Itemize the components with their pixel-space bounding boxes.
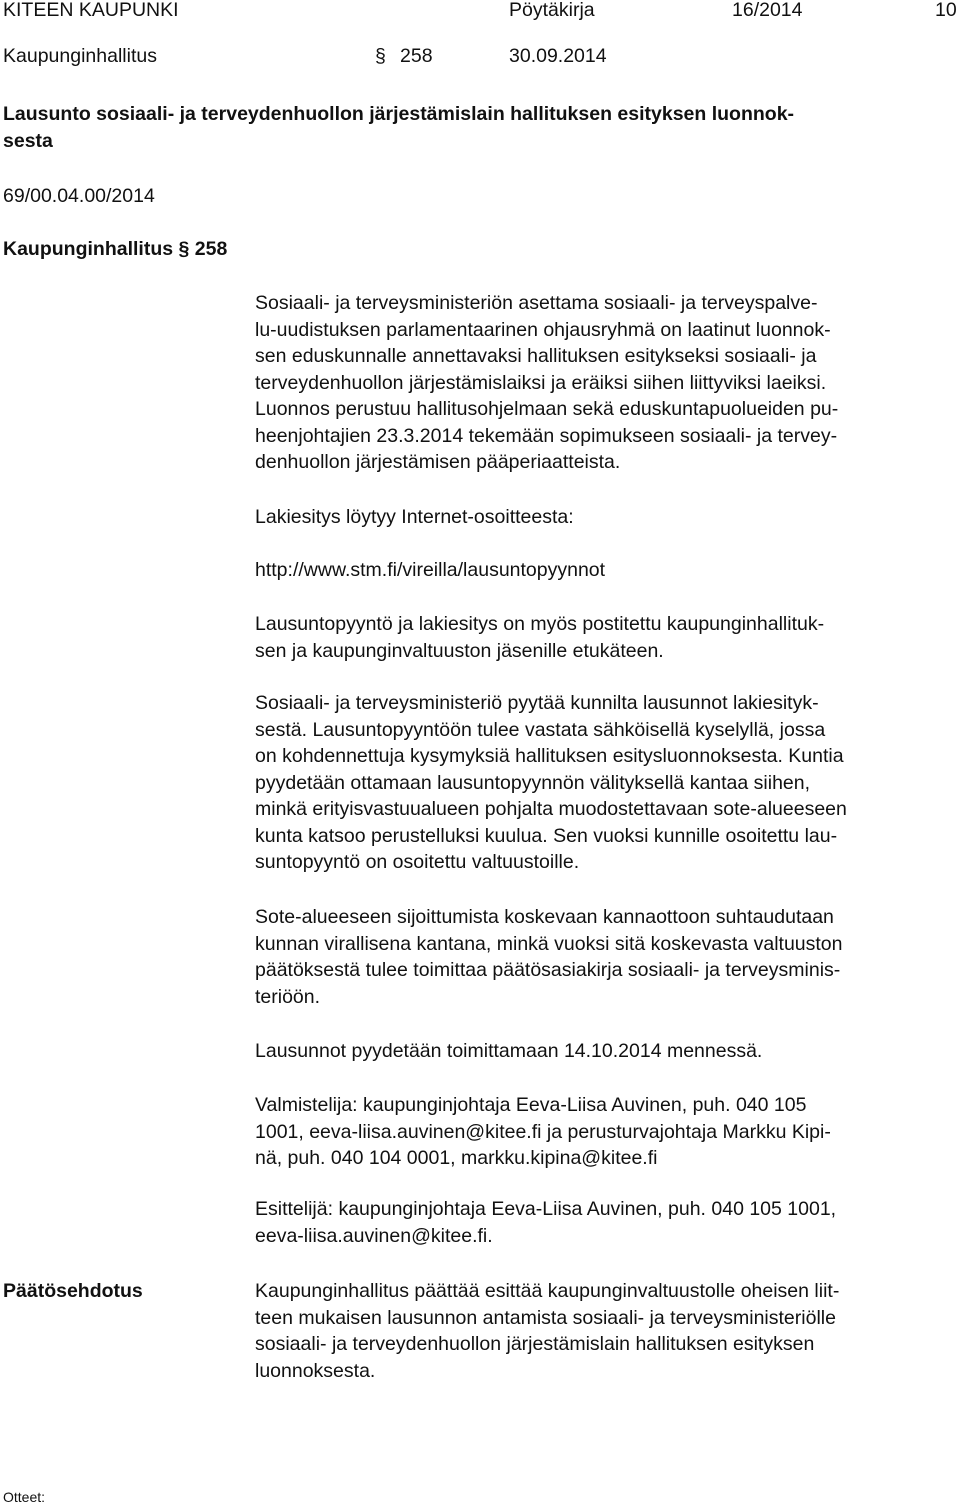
- text-line: Lausunnot pyydetään toimittamaan 14.10.2014 mennessä.: [255, 1040, 763, 1062]
- page-number: 10: [935, 0, 957, 21]
- org-name: KITEEN KAUPUNKI: [3, 0, 179, 21]
- paragraph-sote-area: [255, 904, 960, 1010]
- text-line: Sosiaali- ja terveysministeriö pyytää kunnilta lausunnot lakiesityk-: [255, 692, 819, 714]
- text-line: Lakiesitys löytyy Internet-osoitteesta:: [255, 506, 574, 528]
- text-line: minkä erityisvastuualueen pohjalta muodostettavaan sote-alueeseen: [255, 798, 847, 820]
- text-line: teen mukaisen lausunnon antamista sosiaali- ja terveysministeriölle: [255, 1306, 836, 1329]
- text-line: sosiaali- ja terveydenhuollon järjestämislain hallituksen esityksen: [255, 1333, 815, 1355]
- text-line: sestä. Lausuntopyyntöön tulee vastata sähköisellä kyselyllä, jossa: [255, 718, 826, 741]
- text-line[interactable]: http://www.stm.fi/vireilla/lausuntopyynnot: [255, 559, 606, 581]
- text-line: terveydenhuollon järjestämislaiksi ja eräiksi siihen liittyviksi laeiksi.: [255, 371, 827, 394]
- law-url-link[interactable]: [255, 557, 960, 584]
- proposal-label: Päätösehdotus: [3, 1280, 143, 1302]
- otteet-label: Otteet:: [3, 1489, 46, 1505]
- text-line: lu-uudistuksen parlamentaarinen ohjausryhmä on laatinut luonnok-: [255, 318, 831, 341]
- text-line: Lausuntopyyntö ja lakiesitys on myös postitettu kaupunginhallituk-: [255, 613, 825, 635]
- text-line: pyydetään ottamaan lausuntopyynnön välityksellä kantaa siihen,: [255, 771, 811, 794]
- paragraph-request: [255, 690, 960, 876]
- text-line: heenjohtajien 23.3.2014 tekemään sopimukseen sosiaali- ja tervey-: [255, 424, 838, 447]
- text-line: suntopyyntö on osoitettu valtuustoille.: [255, 851, 580, 873]
- text-line: denhuollon järjestämisen pääperiaatteista.: [255, 451, 621, 473]
- text-line: kunnan virallisena kantana, minkä vuoksi sitä koskevasta valtuuston: [255, 932, 843, 955]
- text-line: Sote-alueeseen sijoittumista koskevaan kannaottoon suhtaudutaan: [255, 906, 834, 928]
- text-line: kunta katsoo perustelluksi kuulua. Sen vuoksi kunnille osoitettu lau-: [255, 824, 838, 847]
- paragraph-mailing: [255, 611, 960, 664]
- text-line: Esittelijä: kaupunginjohtaja Eeva-Liisa Auvinen, puh. 040 105 1001,: [255, 1198, 837, 1220]
- text-line: Kaupunginhallitus päättää esittää kaupunginvaltuustolle oheisen liit-: [255, 1280, 840, 1302]
- text-line: nä, puh. 040 104 0001, markku.kipina@kitee.fi: [255, 1147, 658, 1169]
- record-id: 69/00.04.00/2014: [3, 185, 155, 207]
- text-line: 1001, eeva-liisa.auvinen@kitee.fi ja perusturvajohtaja Markku Kipi-: [255, 1120, 831, 1143]
- text-line: sen eduskunnalle annettavaksi hallituksen esitykseksi sosiaali- ja: [255, 345, 817, 367]
- text-line: eeva-liisa.auvinen@kitee.fi.: [255, 1224, 493, 1247]
- paragraph-deadline: [255, 1038, 960, 1065]
- section-heading: Kaupunginhallitus § 258: [3, 238, 228, 260]
- paragraph-law-link-intro: [255, 504, 960, 531]
- text-line: teriöön.: [255, 985, 321, 1008]
- text-line: päätöksestä tulee toimittaa päätösasiakirja sosiaali- ja terveysminis-: [255, 959, 841, 981]
- item-title-line-2: sesta: [3, 130, 53, 152]
- section-sign-icon: §: [375, 45, 386, 67]
- section-number: 258: [400, 45, 433, 67]
- paragraph-preparer: [255, 1092, 960, 1172]
- text-line: luonnoksesta.: [255, 1359, 376, 1382]
- text-line: Valmistelija: kaupunginjohtaja Eeva-Liisa Auvinen, puh. 040 105: [255, 1094, 807, 1116]
- text-line: on kohdennettuja kysymyksiä hallituksen esitysluonnoksesta. Kuntia: [255, 745, 844, 767]
- text-line: Sosiaali- ja terveysministeriön asettama sosiaali- ja terveyspalve-: [255, 292, 818, 314]
- doc-number: 16/2014: [732, 0, 803, 21]
- paragraph-intro: [255, 290, 960, 476]
- item-title-line-1: Lausunto sosiaali- ja terveydenhuollon järjestämislain hallituksen esityksen luonnok-: [3, 103, 795, 125]
- text-line: sen ja kaupunginvaltuuston jäsenille etukäteen.: [255, 639, 664, 662]
- doc-type: Pöytäkirja: [509, 0, 595, 21]
- text-line: Luonnos perustuu hallitusohjelmaan sekä eduskuntapuolueiden pu-: [255, 398, 839, 420]
- proposal-text: [255, 1278, 960, 1384]
- paragraph-presenter: [255, 1196, 960, 1249]
- meeting-date: 30.09.2014: [509, 45, 607, 67]
- body-name: Kaupunginhallitus: [3, 45, 157, 67]
